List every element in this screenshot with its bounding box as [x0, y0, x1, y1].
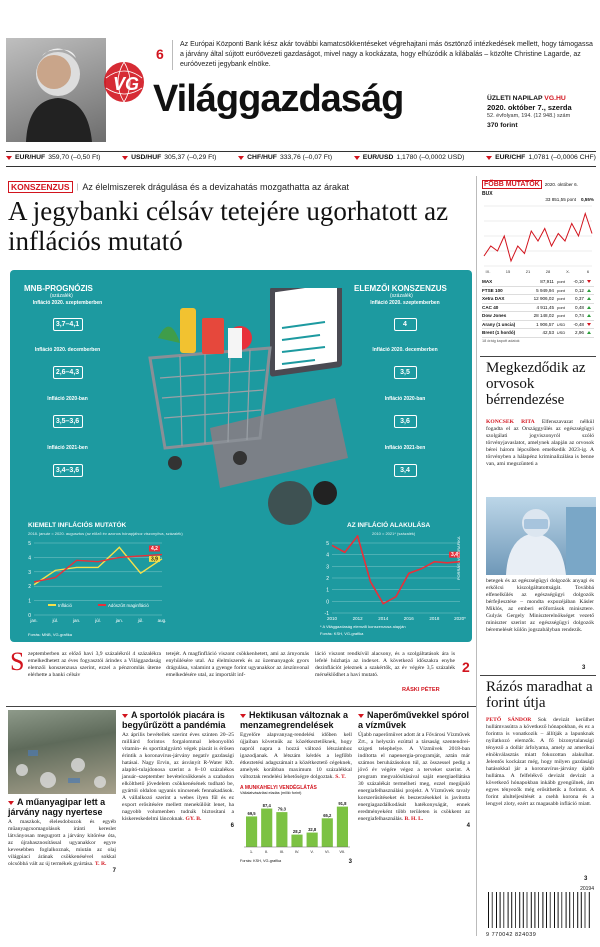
markets-date: 2020. október 6.	[544, 182, 578, 187]
chart2-ytick: 2	[326, 576, 329, 582]
barcode-bar	[558, 892, 559, 928]
chart4-bar	[307, 833, 318, 847]
mnb-stat-value: 3,4–3,6	[53, 464, 83, 477]
barcode-bar	[488, 892, 489, 928]
doctors-body-top	[486, 419, 594, 468]
markets-row	[482, 287, 594, 296]
markets-row-change: 0,48	[575, 304, 584, 310]
lead-headline: A jegybanki célsáv tetejére ugorhatott az inflációs mutató	[8, 196, 449, 256]
plastics-body: A maszkok, élelesdobozok és egyéb műanyagcsomagolások iránti kereslet látványosan megugrott a járvány kitörése óta, az újrahasznosítással ugyanakkor egyre kevesebben foglalkoznak, miután az olaj világpiaci árának csökkenésével sokkal olcsóbbá vált az új termékek gyártása. T. R.	[8, 819, 116, 867]
chart4-value-label: 87,4	[262, 803, 271, 809]
chart2-ytick: 3	[326, 564, 329, 571]
barcode-bar	[508, 892, 509, 928]
mnb-stat-value: 3,7–4,1	[53, 318, 83, 331]
analyst-stat-value: 3,6	[394, 415, 417, 428]
infographic	[10, 270, 472, 642]
markets-row-change: -0,10	[573, 279, 584, 285]
chart1-xtick: júl.	[137, 618, 144, 623]
barcode-bar	[546, 892, 547, 928]
chart4-xtick: III.	[279, 849, 285, 854]
chart2-note: * A Világgazdaság elemzői konszenzusa alapján	[320, 624, 406, 629]
teaser-text: Az Európai Központi Bank kész akár további kamatcsökkentéseket végrehajtani más ösztönző intézkedések mellett, hogy támogassa a járvány által sújtott euróövezeti gazdaságot, mivel nagy a kockázata, hogy elhúzódik a kilábalás – közölte Christine Lagarde, az euróövezeti jegybank elnöke.	[180, 41, 593, 68]
bux-chart	[482, 202, 594, 276]
chart1-ytick: 5	[28, 541, 31, 547]
barcode-bar	[531, 892, 532, 928]
chart1-title: KIEMELT INFLÁCIÓS MUTATÓK	[28, 522, 127, 529]
chart2-ytick: 1	[326, 587, 329, 594]
chart3-xtick: IX.	[485, 269, 491, 274]
masthead-teaser	[172, 40, 597, 70]
lead-kicker: KONSZENZUS	[8, 181, 73, 193]
chart1-legend-swatch	[98, 604, 106, 606]
chart4-value-label: 69,5	[247, 810, 256, 816]
markets-row	[482, 278, 594, 287]
masthead-info	[487, 94, 597, 130]
bottom-col2	[122, 710, 234, 829]
chart2-xtick: 2020*	[454, 616, 466, 621]
markets-row-name: FTSE 100	[482, 287, 503, 293]
barcode-code: 20194	[580, 886, 594, 892]
doctors-headline: Megkezdődik az orvosok bérrendezése	[486, 360, 586, 408]
ticker-item: EUR/HUF 359,70 (–0,50 Ft)	[6, 154, 100, 161]
chart3-xtick: 15	[505, 269, 511, 274]
markets-row	[482, 312, 594, 321]
chart2-xtick: 2012	[352, 616, 363, 621]
chart2-xtick: 2010	[326, 616, 338, 621]
ticker-item: USD/HUF 305,37 (–0,29 Ft)	[122, 154, 216, 161]
markets-row-unit: pont	[557, 296, 565, 302]
barcode-icon	[486, 892, 594, 930]
chart2-title: AZ INFLÁCIÓ ALAKULÁSA	[347, 522, 431, 529]
solar-ref[interactable]: 4	[466, 823, 470, 829]
vg-logo-block	[98, 60, 154, 106]
medical-staff-photo-icon	[486, 497, 596, 575]
chart1-source: Forrás: MNB, VG-grafika	[28, 632, 73, 637]
chart1-xtick: júl.	[52, 618, 59, 623]
forint-headline: Rázós maradhat a forint útja	[486, 679, 593, 711]
chart2-plot	[310, 535, 468, 630]
mnb-forecast-sub: (százalék)	[50, 293, 73, 299]
napilap-label: ÜZLETI NAPILAP	[487, 95, 543, 102]
markets-box	[482, 180, 594, 343]
chart4-bar	[246, 816, 257, 847]
markets-footnote: 18 óráig kapott adatok	[482, 338, 520, 343]
canteen-bar-chart	[240, 795, 352, 857]
analyst-stats: Infláció 2020. szeptemberben 4 Infláció 2020. decemberben 3,5 Infláció 2020-ban 3,6 Infláció 2021-ben 3,4	[355, 300, 455, 477]
landfill-photo	[8, 710, 116, 794]
solar-author: B. H. L.	[404, 816, 424, 822]
chart1-xtick: jan.	[115, 618, 123, 623]
chart1-ytick: 3	[28, 569, 31, 576]
lead-body-col2: tetejét. A magfinfláció viszont csökkenhetett, ami az árnyomás enyhülésére utal. Az élelmiszerek és az üzemanyagok gyors drágulása, valamint a gyenge forint ugyanakkor az árszínvonal emelkedésére utal, az importált inf-	[166, 651, 309, 678]
up-arrow-icon	[587, 331, 591, 334]
chart4-bar	[337, 807, 348, 847]
barcode-bar	[500, 892, 501, 928]
markets-row-value: 28 148,02	[533, 313, 554, 319]
up-arrow-icon	[587, 314, 591, 317]
bottom-col3	[240, 710, 352, 865]
chart2-subtitle: 2010 = 2021* (százalék)	[372, 531, 416, 536]
lead-body	[10, 647, 472, 707]
chart2-series-line	[332, 536, 460, 604]
analyst-consensus-sub: (százalék)	[390, 293, 413, 299]
sports-headline: A sportolók piacára is begyűrűzött a pandémia	[122, 710, 234, 730]
sports-body: Az április bevétellek szerint éves szinten 20–25 milliárd forintos forgalommal lebonyolító vitamin- és sportitalgyártó végek piacát is érősen érintik a koronavírus-járvány negatív gazdasági hatásai. Nagy Ervin, az ásványít R-Water Kft. alapító-tulajdonosa szerint a 8–10 százalékos január–szeptember bevételcsökkenés a szabadon elkölthető jövedelem csökkenésének tudható be, gyártói oldalon ugyanis nincsenek fennakadások. A vállalkozó szerint a webes ilyen fűl és ez export erősítésére mellett menekülőút lenet, ha nagyobb volumenben tudnák biztosítani a kiskereskedelmi láncoknak. GY. B.	[122, 732, 234, 822]
forint-body	[486, 717, 594, 808]
barcode-bar	[511, 892, 512, 928]
chart4-value-label: 79,3	[277, 806, 286, 812]
chart4-xtick: V.	[310, 849, 314, 854]
down-arrow-icon	[587, 280, 591, 283]
barcode-bar	[523, 892, 524, 928]
doctors-text: Elfenszavazat nélkül fogadta el az Országgyűlés az egészségügyi szolgálati jogviszonyról szóló törvényjavaslatot, amelynek alapján az orvosok bérei három lépcsőben emelkedik 2023-ig. A törvényben a hálapénz kriminalizálása is benne van, ami megszünteti a	[486, 419, 594, 467]
doctors-photo	[486, 497, 596, 575]
barcode-bar	[492, 892, 493, 928]
canteen-headline: Hektikusan változnak a menzamegrendelések	[240, 710, 352, 730]
chart4-source: Forrás: KSH, VG-grafika	[240, 859, 282, 863]
canteen-body: Egyelőre alapvanyag-rendelési időben kell újjaiban követnük az közétkeztetőknek, hogy napról napra a hozzá változó létszámhoz igazodjanak. A létszám kérdés a legfőbb étkeztetési adagszámait a közétkeztető cégeknek, amelyek korábban maximum 10 százalékkal változtak rendelési lehetőségre dolgoztak. S. T.	[240, 732, 352, 780]
markets-row-value: 1 906,57	[536, 321, 554, 327]
markets-row-change: 2,96	[575, 330, 584, 336]
chart2-ytick: -1	[324, 611, 329, 617]
doctors-body-bottom: betegek és az egészségügyi dolgozók anyagi és erkölcsi kiszolgáltatottságát. Továbbá elfenelkülés az egészségügyi dolgozók bérfejlesztése – mondta expozéjában Kásler Miklós, az emberi erőforrások minisztere. Gulyás Gergely Miniszterelnökséget vezető miniszter szerint az egészségügyi dolgozók béremelését külön jogszabályban rendezik.	[486, 578, 594, 633]
lead-page-ref[interactable]: 2	[462, 659, 470, 675]
chart4-title: A MUNKAHELYI VENDÉGLÁTÁS	[240, 785, 317, 791]
chart1-ytick: 4	[28, 555, 31, 562]
ticker-item: EUR/USD 1,1780 (–0,0002 USD)	[354, 154, 465, 161]
analyst-consensus-title: ELEMZŐI KONSZENZUS	[354, 284, 447, 293]
plastics-ref[interactable]: 7	[112, 868, 116, 874]
chart4-bar	[322, 818, 333, 847]
bottom-col1	[8, 710, 116, 874]
markets-row-name: MAX	[482, 279, 493, 285]
chart4-value-label: 32,8	[308, 827, 317, 833]
forint-kicker: PETŐ SÁNDOR	[486, 717, 532, 723]
barcode-digits: 9 770042 824039	[486, 932, 537, 938]
analyst-stat-value: 4	[394, 318, 417, 331]
chart1-legend-swatch	[48, 604, 56, 606]
lead-body-col1: zeptemberben az előző havi 3,9 százalékról 4 százalékra emelkedhetett az éves fogyasztói árindex a Világgazdaság elemzői konszenzusa szerint, ezzel a pénzromlás üteme elérhette a banki célsáv	[28, 651, 161, 678]
chart1-ytick: 2	[28, 584, 31, 591]
analyst-stat-value: 3,5	[394, 366, 417, 379]
chart4-value-label: 91,8	[338, 801, 347, 807]
ticker-item: CHF/HUF 333,76 (–0,07 Ft)	[238, 154, 332, 161]
chart4-bar	[276, 812, 287, 847]
up-arrow-icon	[587, 297, 591, 300]
barcode-bar	[561, 892, 562, 928]
chart1-legend-label: Infláció	[58, 603, 72, 608]
barcode-bar	[554, 892, 555, 928]
up-arrow-icon	[587, 306, 591, 309]
forint-text: Sok devizát kerülhet hullámvasútra a következő hónapokban, és ez a forintra is vonatkozik – állítják a lapunknak nyilatkozó elemzők. A fő bizonytalansági tényező a dollár árfolyama, amely az amerikai elnökválasztás miatt fokozottan alakulhat. Jelentős kockázat még, hogy milyen gazdasági hatásokkal jár a koronavírus-járvány újabb hulláma. A felfelékvő devizát devizát a következő hónapokban inkább gyengülnek, ám egyes tényezők még erősíthetik a forintot. A forint alulteljesítését a csehh korona és a lengyel zloty, ezért az magasabb infláció miatt.	[486, 717, 595, 807]
lead-author: RÁSKI PÉTER	[402, 687, 440, 693]
barcode-bar	[515, 892, 516, 928]
analyst-stat-value: 3,4	[394, 464, 417, 477]
barcode-bar	[581, 892, 582, 928]
markets-row-value: 4 911,45	[536, 304, 554, 310]
chart2-ytick: 5	[326, 541, 329, 547]
markets-row	[482, 295, 594, 304]
markets-title: FŐBB MUTATÓK	[484, 181, 540, 188]
mnb-stat-value: 2,6–4,3	[53, 366, 83, 379]
chart2-xtick: 2014	[378, 616, 389, 621]
chart1-end-label: 3,9	[151, 556, 158, 563]
chart4-xtick: IV.	[294, 849, 300, 854]
markets-table	[482, 278, 594, 338]
markets-row-unit: USD	[556, 330, 566, 336]
chart4-xtick: VII.	[339, 849, 346, 854]
down-arrow-icon	[587, 323, 591, 326]
markets-row-value: 42,53	[542, 330, 554, 336]
markets-row-name: CAC 40	[482, 304, 499, 310]
barcode-bar	[519, 892, 520, 928]
chart2-ytick: 4	[326, 552, 329, 559]
markets-row-change: 0,12	[575, 287, 584, 293]
infographic-side-credit: FORRÁS: VG-GRAFIKA	[456, 536, 461, 580]
chart2-ytick: 0	[326, 599, 329, 606]
plastic-waste-photo-icon	[8, 710, 116, 794]
markets-row	[482, 329, 594, 338]
canteen-author: S. T.	[335, 774, 346, 780]
doctors-ref[interactable]: 3	[582, 665, 586, 671]
chart3-series-line	[484, 214, 592, 262]
chart1-legend-label: Adószűrt maginfláció	[108, 603, 149, 608]
markets-row-unit: pont	[557, 287, 565, 293]
barcode-bar	[573, 892, 574, 928]
up-arrow-icon	[587, 289, 591, 292]
sports-ref[interactable]: 6	[230, 823, 234, 829]
doctors-kicker: KONCSEK RITA	[486, 419, 535, 425]
markets-row-value: 5 949,94	[536, 287, 554, 293]
barcode-bar	[577, 892, 578, 928]
chart1-plot	[18, 535, 168, 635]
chart2-source: Forrás: KSH, VG-grafika	[320, 631, 364, 636]
chart4-value-label: 28,2	[292, 829, 302, 835]
chart1-ytick: 0	[28, 613, 31, 619]
chart2-xtick: 2016	[403, 616, 414, 621]
mnb-stats: Infláció 2020. szeptemberben 3,7–4,1 Infláció 2020. decemberben 2,6–4,3 Infláció 2020-ban 3,5–3,6 Infláció 2021-ben 3,4–3,6	[20, 300, 115, 477]
barcode-bar	[538, 892, 539, 928]
plastics-headline: A műanyagipar lett a járvány nagy nyertese	[8, 797, 116, 817]
bottom-col4	[358, 710, 470, 829]
markets-row-name: Brent (1 hordó)	[482, 330, 516, 336]
ticker-item: EUR/CHF 1,0781 (–0,0006 CHF)	[486, 154, 596, 161]
mnb-forecast-title: MNB-PROGNÓZIS	[24, 284, 93, 293]
chart1-xtick: júl.	[95, 618, 101, 623]
barcode-bar	[585, 892, 586, 928]
markets-row-name: Dow Jones	[482, 313, 507, 319]
barcode-bar	[550, 892, 551, 928]
chart3-xtick: 28	[545, 269, 551, 274]
bux-change: 0,55%	[580, 197, 594, 202]
barcode	[486, 886, 594, 942]
chart3-xtick: X.	[566, 269, 570, 274]
chart1-end-label: 4,2	[151, 546, 158, 553]
masthead-photo	[6, 38, 106, 142]
chart3-xtick: 21	[525, 269, 531, 274]
barcode-bar	[589, 892, 590, 928]
masthead-title: Világgazdaság	[153, 78, 404, 120]
chart4-xtick: II.	[265, 849, 269, 854]
forint-ref[interactable]: 3	[584, 876, 588, 882]
chart4-bar	[291, 835, 302, 847]
issue-price: 370 forint	[487, 122, 518, 129]
chart4-xtick: VI.	[324, 849, 330, 854]
barcode-bar	[534, 892, 535, 928]
canteen-ref[interactable]: 3	[348, 859, 352, 865]
solar-body: Újabb naperőművet adott át a Fővárosi Vízművek Zrt., a helyszín ezúttal a társaság szentendrei-szigeti telephelye. A Vízművek 2018-ban indította el napenergia-programját, aztán már számos beruházásokon túl, az összessel pedig a jövő év végére végez a terveket szerint. A program megvalósításával saját energiaellátása 30 százalékát termelheti meg, ezzel megújuló energiafelhasználási projekt. A Vízművek tavaly korszerűsítéseket és beszerzésekkel is javította energiagazdálkodását hatékonyságát, ennek eredményeként több területen is csökkent az energiafelhasználás. B. H. L.	[358, 732, 470, 822]
chart4-bar	[261, 809, 272, 847]
lead-body-col3: láció viszont rendkívül alacsony, és a szolgáltatások ára is lefelé húzhatja az indexet. A következő időszakra enyhe dezinflációt jeleznek a szakértők, az év végére 3,5 százalék mérséklődhet a havi mutató.	[315, 651, 455, 678]
shopping-cart-laptop-illustration	[120, 288, 350, 528]
issue-volume: 52. évfolyam, 194. (12 948.) szám	[487, 113, 571, 119]
chart3-xtick: 6	[586, 269, 590, 274]
currency-ticker	[6, 154, 596, 161]
lead-kicker-row: KONSZENZUS | Az élelmiszerek drágulása és a devizahatás mozgathatta az árakat	[8, 181, 349, 193]
chart1-xtick: jan.	[73, 618, 81, 623]
chart1-xtick: jan.	[30, 618, 38, 623]
markets-row-name: Xetra DAX	[482, 296, 505, 302]
markets-row-value: 87,911	[540, 279, 554, 285]
bux-label: BUX	[482, 191, 493, 197]
chart1-xtick: aug.	[157, 618, 167, 623]
chart1-ytick: 1	[28, 598, 31, 605]
chart4-value-label: 65,2	[323, 812, 332, 818]
dropcap: S	[10, 647, 25, 676]
teaser-page-number: 6	[156, 46, 164, 62]
mnb-stat-value: 3,5–3,6	[53, 415, 83, 428]
chart2-end-label: 3,4	[451, 552, 458, 559]
markets-row-name: Arany (1 uncia)	[482, 321, 516, 327]
barcode-bar	[527, 892, 528, 928]
markets-row-unit: USD	[556, 321, 566, 327]
sports-author: GY. B.	[185, 816, 202, 822]
markets-row-unit: pont	[557, 304, 565, 310]
markets-row-value: 12 906,02	[533, 296, 554, 302]
vg-logo-text: VG	[112, 74, 139, 94]
markets-row	[482, 321, 594, 330]
chart4-xtick: 1.	[249, 849, 254, 854]
barcode-bar	[496, 892, 497, 928]
chart1-subtitle: 2018. január = 2020. augusztus (az előző év azonos hónapjához viszonyítva, százalék)	[28, 531, 183, 536]
markets-row-change: 0,74	[575, 313, 584, 319]
lead-subtitle: Az élelmiszerek drágulása és a devizahatás mozgathatta az árakat	[82, 182, 350, 192]
markets-row-unit: pont	[557, 279, 565, 285]
site-link[interactable]: VG.HU	[544, 95, 566, 102]
markets-row-unit: pont	[557, 313, 565, 319]
chart4-subtitle: Vállalatvásárlási eladás (millió forint)	[240, 791, 302, 795]
bux-value: 33 851,55 pont	[545, 197, 576, 202]
chart1-series-line	[34, 547, 162, 584]
barcode-bar	[542, 892, 543, 928]
barcode-bar	[566, 892, 567, 928]
plastics-author: T. R.	[94, 861, 107, 867]
issue-date: 2020. október 7., szerda	[487, 103, 572, 112]
markets-row-change: -0,48	[573, 321, 584, 327]
markets-row-change: 0,37	[575, 296, 584, 302]
markets-row	[482, 304, 594, 313]
barcode-bar	[503, 892, 504, 928]
chart1-series-line	[34, 555, 162, 582]
solar-headline: Naperőművekkel spórol a vízművek	[358, 710, 470, 730]
chart2-xtick: 2018	[429, 616, 440, 621]
person-photo-icon	[6, 38, 106, 142]
barcode-bar	[569, 892, 570, 928]
